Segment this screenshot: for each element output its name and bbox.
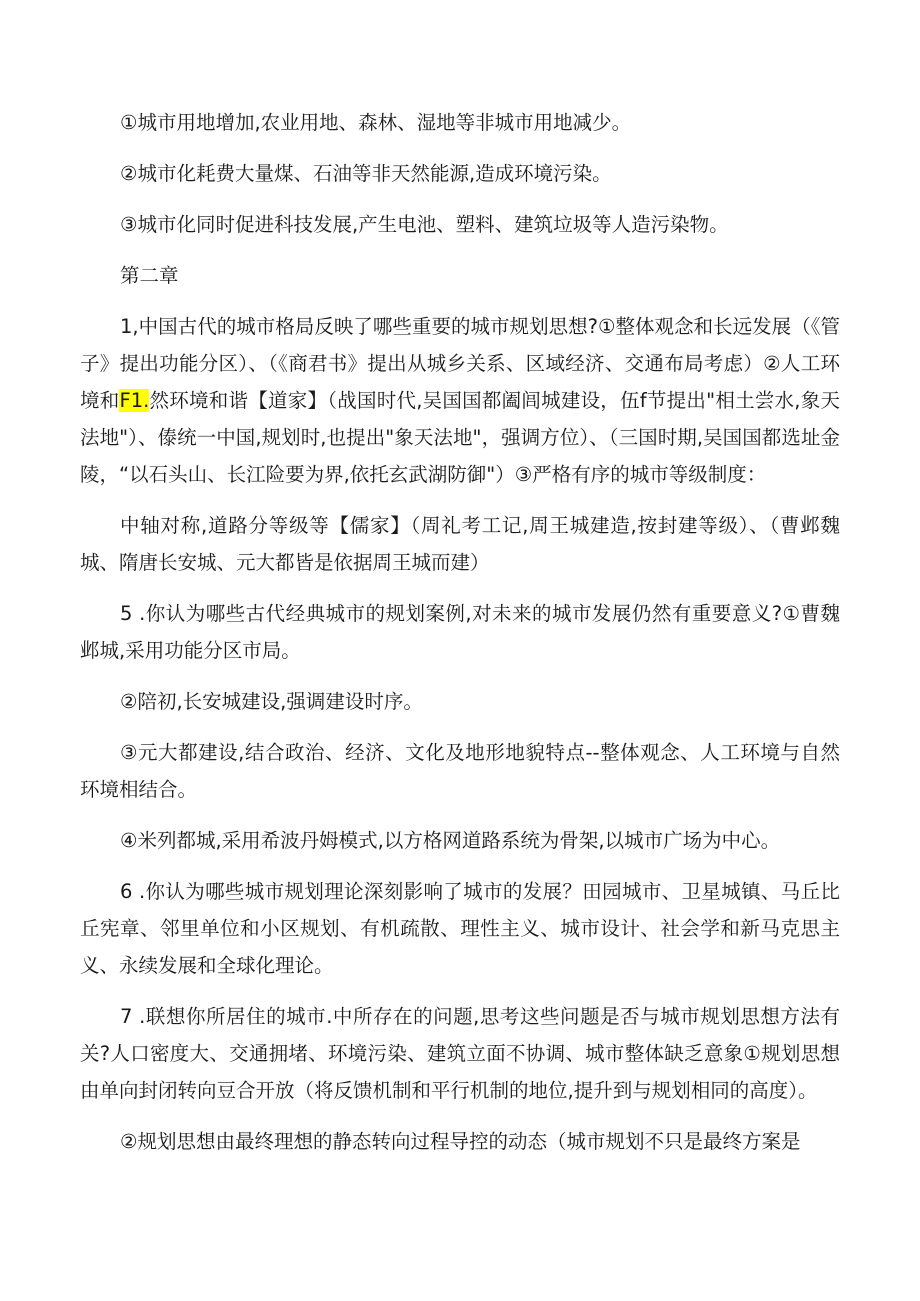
- paragraph-impact-1: ①城市用地增加,农业用地、森林、湿地等非城市用地减少。: [120, 111, 632, 134]
- paragraph-impact-3: ③城市化同时促进科技发展,产生电池、塑料、建筑垃圾等人造污染物。: [120, 213, 729, 236]
- question-1-text-a: 1,中国古代的城市格局反映了哪些重要的城市规划思想?①整体观念和长远发展（《管子》提出功能分区）、（《商君书》提出从城乡关系、区域经济、交通布局考虑）②人工环境和: [80, 315, 840, 412]
- paragraph-question-7: 7 .联想你所居住的城市.中所存在的问题,思考这些问题是否与城市规划思想方法有关?人口密度大、交通拥堵、环境污染、建筑立面不协调、城市整体缺乏意象①规划思想由单向封闭转向豆合开放（将反馈机制和平行机制的地位,提升到与规划相同的高度）。: [80, 1005, 840, 1102]
- paragraph-planning-dynamic: ②规划思想由最终理想的静态转向过程导控的动态（城市规划不只是最终方案是: [120, 1130, 801, 1153]
- highlighted-text: F1.: [119, 389, 150, 412]
- chapter-heading: 第二章: [120, 264, 179, 287]
- document-body: [80, 104, 840, 1160]
- paragraph-yuan-dadu: ③元大都建设,结合政治、经济、文化及地形地貌特点--整体观念、人工环境与自然环境相结合。: [80, 741, 840, 801]
- paragraph-question-5: 5 .你认为哪些古代经典城市的规划案例,对未来的城市发展仍然有重要意义?①曹魏邺城,采用功能分区市局。: [80, 602, 840, 662]
- question-1-text-b: 然环境和谐【道家】（战国时代,吴国国都阖闾城建设，伍f节提出"相土尝水,象天法地"）、傣统一中国,规划时,也提出"象天法地"，强调方位）、（三国时期,吴国国都选址金陵，“以石头山、长江险要为界,依托玄武湖防御"）③严格有序的城市等级制度：: [80, 389, 840, 486]
- paragraph-confucian: 中轴对称,道路分等级等【儒家】（周礼考工记,周王城建造,按封建等级）、（曹邺魏城、隋唐长安城、元大都皆是依据周王城而建）: [80, 514, 840, 574]
- paragraph-miletus: ④米列都城,采用希波丹姆模式,以方格网道路系统为骨架,以城市广场为中心。: [120, 829, 781, 852]
- paragraph-question-1: [80, 308, 840, 493]
- paragraph-impact-2: ②城市化耗费大量煤、石油等非天然能源,造成环境污染。: [120, 162, 612, 185]
- paragraph-question-6: 6 .你认为哪些城市规划理论深刻影响了城市的发展？田园城市、卫星城镇、马丘比丘宪章、邻里单位和小区规划、有机疏散、理性主义、城市设计、社会学和新马克思主义、永续发展和全球化理论。: [80, 880, 840, 977]
- paragraph-changan: ②陪初,长安城建设,强调建设时序。: [120, 690, 423, 713]
